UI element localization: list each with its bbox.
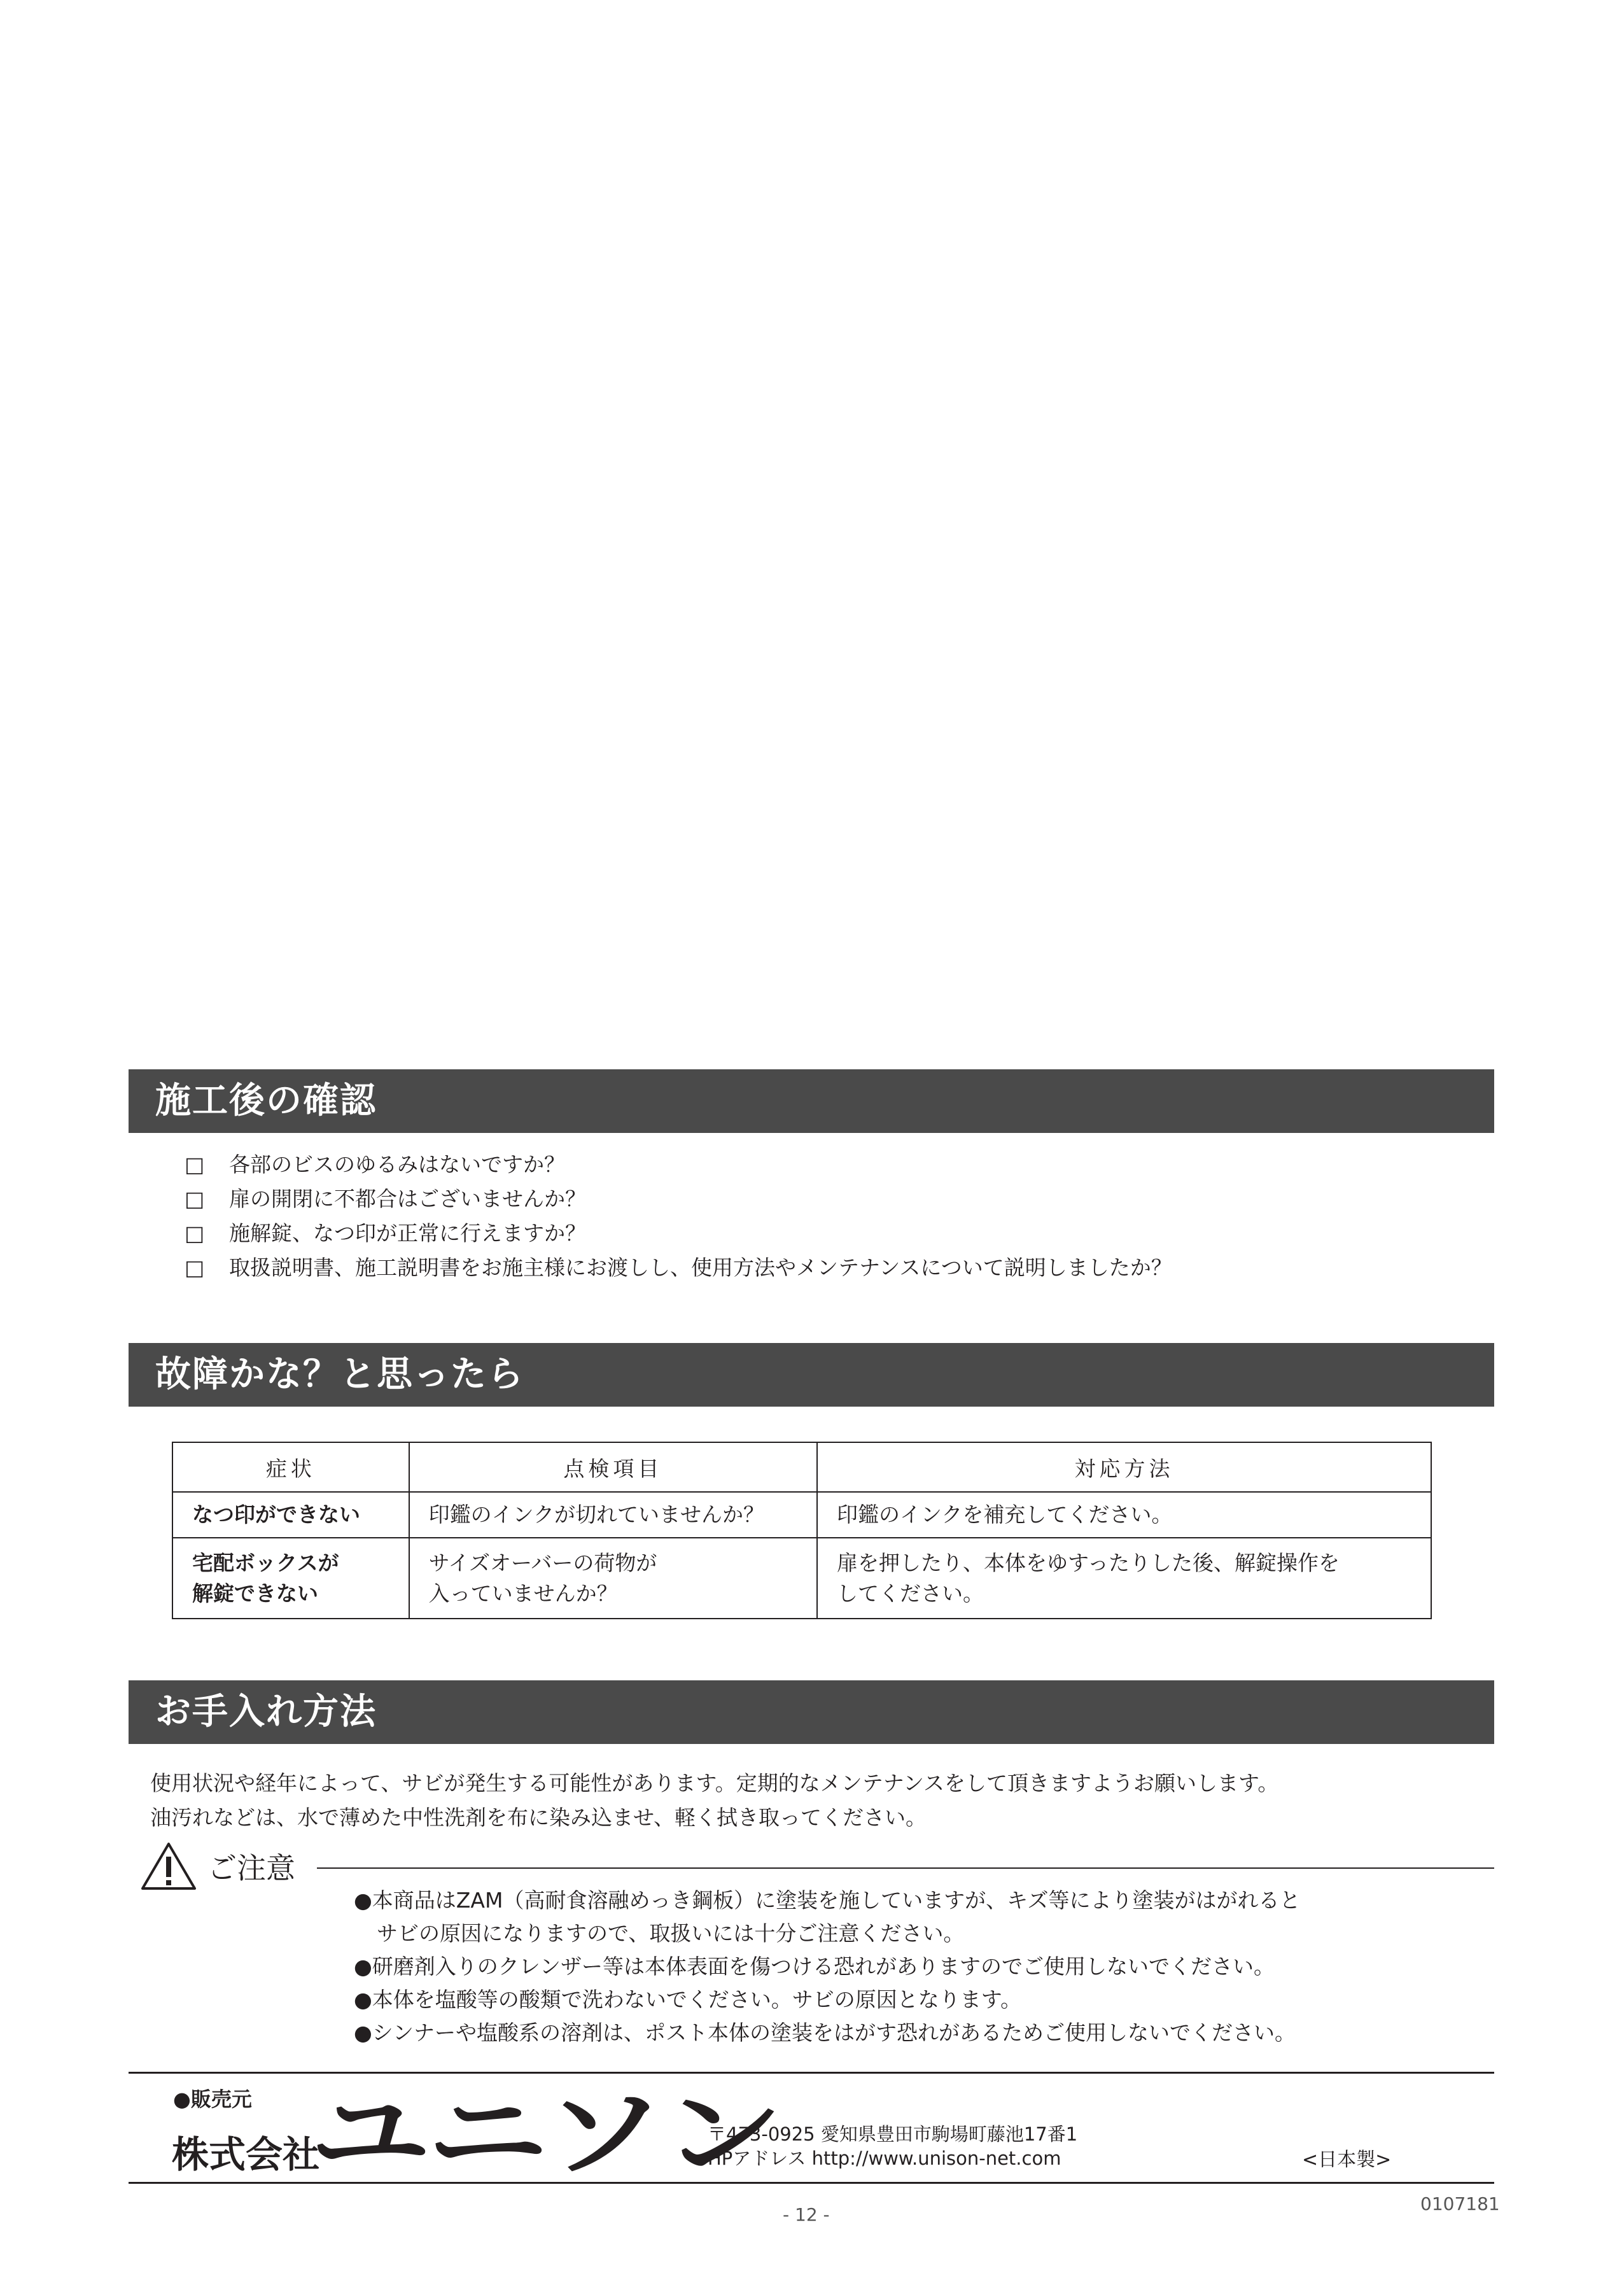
symptom-cell [172,1492,409,1538]
caution-heading [140,1841,295,1892]
company-prefix: 株式会社 [172,2133,320,2176]
care-line: 油汚れなどは、水で薄めた中性洗剤を布に染み込ませ、軽く拭き取ってください。 [150,1805,927,1830]
check-item-text: 取扱説明書、施工説明書をお施主様にお渡しし、使用方法やメンテナンスについて説明しましたか？ [229,1255,1172,1280]
caution-item: ●シンナーや塩酸系の溶剤は、ポスト本体の塗装をはがす恐れがあるためご使用しないでください。 [354,2020,1296,2045]
check-item [185,1216,1172,1251]
caution-item: ●研磨剤入りのクレンザー等は本体表面を傷つける恐れがありますのでご使用しないでください。 [354,1954,1275,1979]
caution-list [354,1884,1300,2049]
check-item-text: 扉の開閉に不都合はございませんか？ [229,1186,586,1211]
action-text: 扉を押したり、本体をゆすったりした後、解錠操作を [837,1550,1340,1575]
section-title-check: 施工後の確認 [129,1069,1494,1133]
troubleshooting-table [172,1442,1432,1619]
symptom-cell [172,1538,409,1619]
care-line: 使用状況や経年によって、サビが発生する可能性があります。定期的なメンテナンスをして頂きますようお願いします。 [150,1771,1279,1796]
website-line: HPアドレス http://www.unison-net.com [708,2148,1061,2169]
check-list [185,1148,1172,1285]
header-symptom: 症状 [172,1442,409,1492]
header-check: 点検項目 [409,1442,817,1492]
checkbox-icon: □ [185,1255,205,1280]
footer-top-divider [129,2072,1494,2074]
check-item [185,1182,1172,1216]
check-item-text: 施解錠、なつ印が正常に行えますか？ [229,1221,586,1246]
symptom-text: 解錠できない [192,1580,318,1606]
table-header-row [172,1442,1431,1492]
address-line: 〒473-0925 愛知県豊田市駒場町藤池17番1 [708,2123,1078,2145]
check-item [185,1148,1172,1182]
check-text: サイズオーバーの荷物が [428,1550,657,1575]
company-logo: ユニソン [309,2079,779,2190]
action-text: してください。 [837,1580,984,1606]
company-address [708,2122,1077,2170]
caution-item: ●本商品はZAM（高耐食溶融めっき鋼板）に塗装を施していますが、キズ等により塗装がはがれると [354,1888,1301,1913]
checkbox-icon: □ [185,1186,205,1211]
header-action: 対応方法 [817,1442,1431,1492]
action-cell [817,1492,1431,1538]
document-code: 0107181 [1420,2193,1500,2214]
table-row [172,1492,1431,1538]
symptom-text: なつ印ができない [192,1502,360,1527]
section-title-trouble: 故障かな？と思ったら [129,1343,1494,1407]
action-text: 印鑑のインクを補充してください。 [837,1502,1173,1527]
action-cell [817,1538,1431,1619]
check-cell [409,1492,817,1538]
section-title-care: お手入れ方法 [129,1680,1494,1744]
caution-title: ご注意 [207,1851,295,1885]
seller-label: ●販売元 [173,2087,252,2111]
check-item [185,1251,1172,1285]
check-item-text: 各部のビスのゆるみはないですか？ [229,1152,565,1177]
checkbox-icon: □ [185,1152,205,1177]
care-description [150,1766,1278,1835]
footer-bottom-divider [129,2182,1494,2184]
caution-item: ●本体を塩酸等の酸類で洗わないでください。サビの原因となります。 [354,1987,1022,2012]
check-cell [409,1538,817,1619]
table-row [172,1538,1431,1619]
warning-icon [140,1841,197,1891]
check-text: 入っていませんか？ [428,1580,618,1606]
caution-item: サビの原因になりますので、取扱いには十分ご注意ください。 [377,1921,965,1946]
checkbox-icon: □ [185,1221,205,1246]
made-in-japan: <日本製> [1302,2149,1392,2171]
symptom-text: 宅配ボックスが [192,1550,339,1575]
check-text: 印鑑のインクが切れていませんか？ [428,1502,764,1527]
caution-divider [317,1867,1494,1869]
page-number: - 12 - [783,2204,830,2225]
